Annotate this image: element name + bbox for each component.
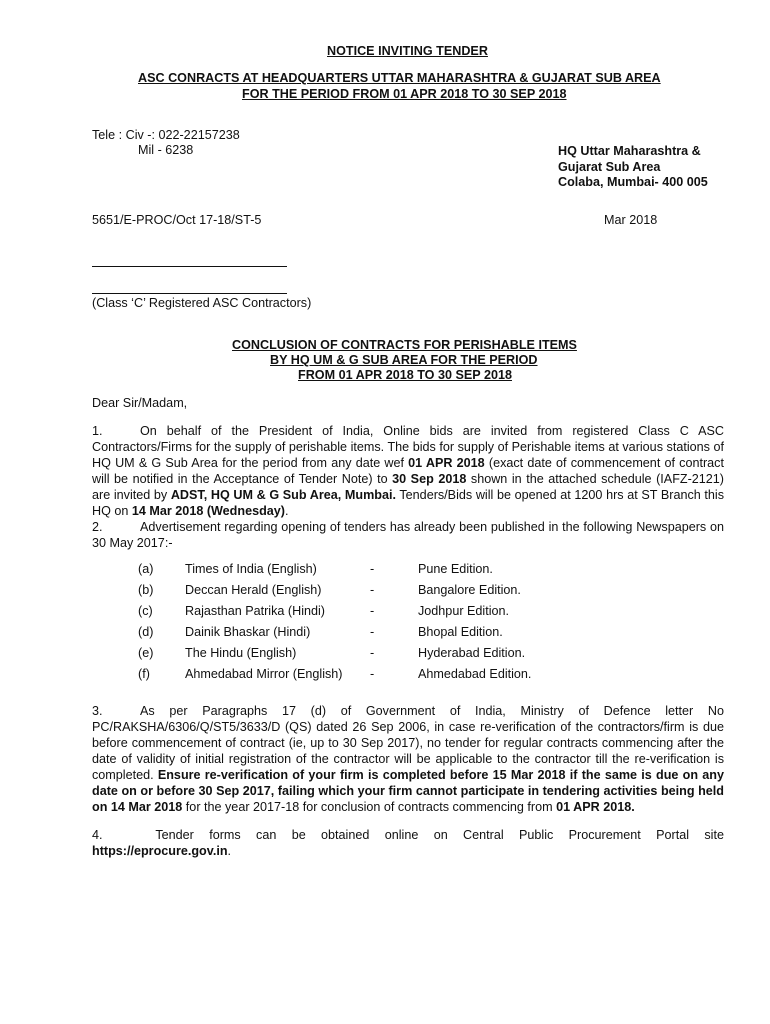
paragraph-1-start-date: 01 APR 2018 — [408, 456, 485, 470]
newspaper-name: Dainik Bhaskar (Hindi) — [185, 625, 311, 639]
paragraph-4-number: 4. — [92, 828, 103, 842]
paragraph-1-text-e: . — [284, 504, 289, 518]
newspaper-separator: - — [370, 646, 375, 660]
newspaper-index: (c) — [138, 604, 153, 618]
paragraph-4-word: be — [291, 828, 306, 842]
paragraph-4-word: Central — [463, 828, 504, 842]
paragraph-4-word: online — [384, 828, 419, 842]
tele-civ: Tele : Civ -: 022-22157238 — [92, 128, 240, 142]
paragraph-4-word: site — [704, 828, 724, 842]
eprocure-link[interactable]: https://eprocure.gov.in — [92, 844, 228, 858]
reference-date: Mar 2018 — [604, 213, 658, 227]
address-line-3: Colaba, Mumbai- 400 005 — [558, 175, 708, 189]
newspaper-edition: Hyderabad Edition. — [418, 646, 526, 660]
newspaper-separator: - — [370, 604, 375, 618]
paragraph-4 — [92, 827, 724, 859]
paragraph-2-number: 2. — [92, 520, 103, 534]
paragraph-1 — [92, 423, 724, 519]
newspaper-index: (e) — [138, 646, 154, 660]
paragraph-3-reverification-notice: Ensure re-verification of your firm is completed before 15 Mar 2018 if the same is due on any date on or before 30 Sep 2017, failing which your firm cannot participate in tendering activities being held on 14 Mar 2018 — [92, 768, 724, 814]
subject-line-2: BY HQ UM & G SUB AREA FOR THE PERIOD — [270, 353, 538, 367]
address-line-2: Gujarat Sub Area — [558, 160, 661, 174]
paragraph-4-word: can — [256, 828, 277, 842]
newspaper-name: Times of India (English) — [185, 562, 317, 576]
newspaper-separator: - — [370, 667, 375, 681]
subject-line-1: CONCLUSION OF CONTRACTS FOR PERISHABLE ITEMS — [232, 338, 577, 352]
paragraph-4-tail: . — [227, 844, 232, 858]
newspaper-separator: - — [370, 562, 375, 576]
paragraph-4-word: Public — [519, 828, 554, 842]
newspaper-edition: Pune Edition. — [418, 562, 493, 576]
paragraph-4-word: obtained — [321, 828, 370, 842]
paragraph-1-number: 1. — [92, 424, 103, 438]
newspaper-row — [138, 624, 618, 645]
newspaper-separator: - — [370, 583, 375, 597]
newspaper-row — [138, 561, 618, 582]
paragraph-3-commencement-date: 01 APR 2018. — [556, 800, 635, 814]
newspaper-index: (b) — [138, 583, 154, 597]
paragraph-1-opening-date: 14 Mar 2018 (Wednesday) — [131, 504, 285, 518]
addressee-blank-line-1 — [92, 266, 287, 267]
reference-number: 5651/E-PROC/Oct 17-18/ST-5 — [92, 213, 262, 227]
paragraph-3-text-a: As per Paragraphs 17 (d) of Government of India, Ministry of Defence letter No PC/RAKSHA/6306/Q/ST5/3633/D (QS) dated 26 Sep 2006, in case re-verification of the contractors/firm is due before commencement of contract (ie, up to 30 Sep 2017), no tender for regular contracts commencing after the date of validity of initial registration of the contractor will be applicable to the contractor till the re-verification is completed. — [92, 704, 724, 782]
paragraph-1-text-b: (exact date of commencement of contract will be notified in the Acceptance of Tender Note) to — [92, 456, 724, 486]
paragraph-1-inviting-authority: ADST, HQ UM & G Sub Area, Mumbai. — [170, 488, 396, 502]
subject-line-3: FROM 01 APR 2018 TO 30 SEP 2018 — [298, 368, 512, 382]
notice-title: NOTICE INVITING TENDER — [327, 44, 488, 58]
newspaper-name: Deccan Herald (English) — [185, 583, 322, 597]
paragraph-4-word: on — [433, 828, 448, 842]
paragraph-4-line-1 — [92, 827, 724, 843]
newspaper-index: (f) — [138, 667, 150, 681]
newspaper-name: The Hindu (English) — [185, 646, 297, 660]
paragraph-1-text-d: Tenders/Bids will be opened at 1200 hrs at ST Branch this HQ on — [92, 488, 724, 518]
newspaper-name: Rajasthan Patrika (Hindi) — [185, 604, 325, 618]
paragraph-3-text-b: for the year 2017-18 for conclusion of contracts commencing from — [182, 800, 557, 814]
paragraph-3 — [92, 703, 724, 815]
newspaper-row — [138, 582, 618, 603]
newspaper-list — [138, 561, 618, 687]
paragraph-4-word: Tender — [155, 828, 194, 842]
paragraph-4-line-2 — [92, 843, 724, 859]
newspaper-index: (a) — [138, 562, 154, 576]
addressee-class: (Class ‘C’ Registered ASC Contractors) — [92, 296, 312, 310]
newspaper-name: Ahmedabad Mirror (English) — [185, 667, 343, 681]
newspaper-row — [138, 666, 618, 687]
subtitle-line-2: FOR THE PERIOD FROM 01 APR 2018 TO 30 SEP 2018 — [242, 87, 567, 101]
newspaper-edition: Jodhpur Edition. — [418, 604, 510, 618]
paragraph-3-number: 3. — [92, 704, 103, 718]
paragraph-4-word: Procurement — [568, 828, 641, 842]
newspaper-edition: Ahmedabad Edition. — [418, 667, 532, 681]
newspaper-index: (d) — [138, 625, 154, 639]
paragraph-1-text-c: shown in the attached schedule (IAFZ-2121) are invited by — [92, 472, 724, 502]
addressee-blank-line-2 — [92, 293, 287, 294]
newspaper-row — [138, 603, 618, 624]
subtitle-line-1: ASC CONRACTS AT HEADQUARTERS UTTAR MAHARASHTRA & GUJARAT SUB AREA — [138, 71, 661, 85]
paragraph-2 — [92, 519, 724, 551]
newspaper-row — [138, 645, 618, 666]
address-line-1: HQ Uttar Maharashtra & — [558, 144, 701, 158]
newspaper-edition: Bhopal Edition. — [418, 625, 503, 639]
salutation: Dear Sir/Madam, — [92, 396, 188, 410]
paragraph-1-text-a: On behalf of the President of India, Online bids are invited from registered Class C ASC Contractors/Firms for the supply of perishable items. The bids for supply of Perishable items at various stations of HQ UM & G Sub Area for the period from any date wef — [92, 424, 724, 470]
paragraph-2-text: Advertisement regarding opening of tenders has already been published in the following Newspapers on 30 May 2017:- — [92, 520, 724, 550]
newspaper-separator: - — [370, 625, 375, 639]
paragraph-4-word: Portal — [656, 828, 690, 842]
paragraph-4-word: forms — [209, 828, 241, 842]
paragraph-1-end-date: 30 Sep 2018 — [392, 472, 467, 486]
tele-mil: Mil - 6238 — [138, 143, 194, 157]
newspaper-edition: Bangalore Edition. — [418, 583, 521, 597]
